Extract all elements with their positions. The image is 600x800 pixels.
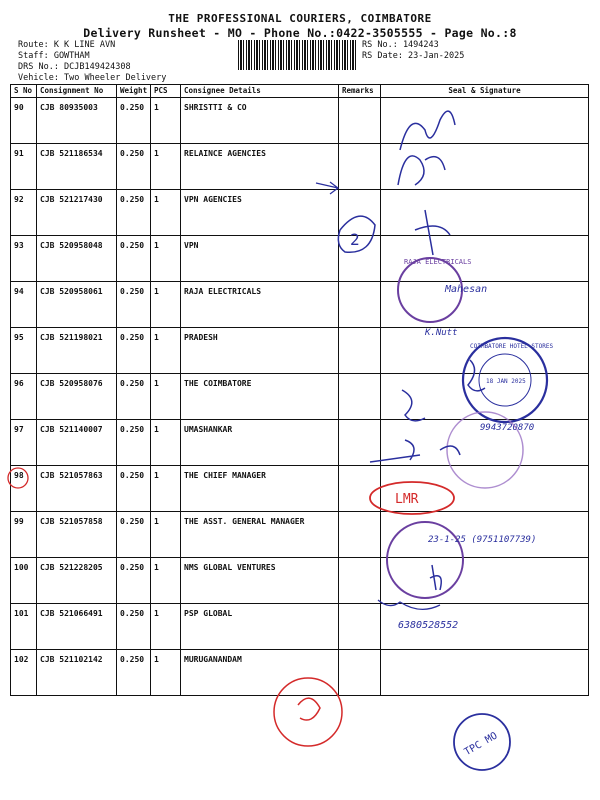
row-pcs: 1 xyxy=(151,144,181,190)
signature-scribble xyxy=(468,360,485,391)
rs-number: RS No.: 1494243 xyxy=(362,40,439,50)
row-consignment: CJB 521057863 xyxy=(37,466,117,512)
row-sno: 91 xyxy=(11,144,37,190)
row-weight: 0.250 xyxy=(117,466,151,512)
row-consignment: CJB 521186534 xyxy=(37,144,117,190)
row-weight: 0.250 xyxy=(117,236,151,282)
row-sno: 92 xyxy=(11,190,37,236)
circled-number: 2 xyxy=(350,230,360,249)
stamp-hotel-date: 18 JAN 2025 xyxy=(486,378,526,385)
handwritten-name: Mahesan xyxy=(445,284,488,295)
row-sno: 93 xyxy=(11,236,37,282)
company-title: THE PROFESSIONAL COURIERS, COIMBATORE xyxy=(168,12,432,25)
row-sno: 98 xyxy=(11,466,37,512)
row-sno: 95 xyxy=(11,328,37,374)
handwritten-phone: 6380528552 xyxy=(398,620,459,631)
row-sno: 97 xyxy=(11,420,37,466)
signature-scribble xyxy=(398,156,445,185)
col-signature: Seal & Signature xyxy=(381,85,589,98)
row-weight: 0.250 xyxy=(117,650,151,696)
row-consignment: CJB 520958048 xyxy=(37,236,117,282)
row-pcs: 1 xyxy=(151,512,181,558)
row-pcs: 1 xyxy=(151,558,181,604)
row-sno: 90 xyxy=(11,98,37,144)
handwritten-lmr: LMR xyxy=(395,492,419,507)
stamp-tpc-text: TPC MO xyxy=(462,730,500,759)
row-consignee: SHRISTTI & CO xyxy=(181,98,339,144)
row-pcs: 1 xyxy=(151,650,181,696)
col-weight: Weight xyxy=(117,85,151,98)
route-label: Route: K K LINE AVN xyxy=(18,40,116,50)
signature-scribble xyxy=(400,111,455,150)
handwritten-name: K.Nutt xyxy=(425,328,458,338)
staff-label: Staff: GOWTHAM xyxy=(18,51,90,61)
row-consignee: THE COIMBATORE xyxy=(181,374,339,420)
row-weight: 0.250 xyxy=(117,282,151,328)
row-consignment: CJB 80935003 xyxy=(37,98,117,144)
vehicle-label: Vehicle: Two Wheeler Delivery xyxy=(18,73,167,83)
row-weight: 0.250 xyxy=(117,420,151,466)
signature-scribble xyxy=(430,565,441,590)
row-consignee: THE ASST. GENERAL MANAGER xyxy=(181,512,339,558)
col-sno: S No xyxy=(11,85,37,98)
row-sno: 101 xyxy=(11,604,37,650)
row-consignee: PSP GLOBAL xyxy=(181,604,339,650)
row-weight: 0.250 xyxy=(117,558,151,604)
signature-scribble xyxy=(316,182,338,194)
row-sno: 100 xyxy=(11,558,37,604)
row-consignment: CJB 521217430 xyxy=(37,190,117,236)
col-consignment: Consignment No xyxy=(37,85,117,98)
signature-scribble xyxy=(415,210,450,255)
row-consignment: CJB 521066491 xyxy=(37,604,117,650)
col-consignee: Consignee Details xyxy=(181,85,339,98)
rs-date: RS Date: 23-Jan-2025 xyxy=(362,51,465,61)
row-weight: 0.250 xyxy=(117,604,151,650)
row-consignee: UMASHANKAR xyxy=(181,420,339,466)
row-consignee: THE CHIEF MANAGER xyxy=(181,466,339,512)
handwritten-phone: 9943720870 xyxy=(480,423,535,433)
stamp-raja-electricals-2 xyxy=(387,522,463,598)
stamp-hotel-text: COIMBATORE HOTEL STORES xyxy=(470,343,554,350)
row-consignee: RELAINCE AGENCIES xyxy=(181,144,339,190)
row-consignment: CJB 521228205 xyxy=(37,558,117,604)
row-weight: 0.250 xyxy=(117,144,151,190)
row-weight: 0.250 xyxy=(117,512,151,558)
row-consignment: CJB 521102142 xyxy=(37,650,117,696)
row-pcs: 1 xyxy=(151,328,181,374)
row-sno: 99 xyxy=(11,512,37,558)
row-weight: 0.250 xyxy=(117,374,151,420)
row-consignment: CJB 520958076 xyxy=(37,374,117,420)
row-sno: 96 xyxy=(11,374,37,420)
red-circle-mark xyxy=(274,678,342,746)
row-pcs: 1 xyxy=(151,236,181,282)
row-pcs: 1 xyxy=(151,374,181,420)
row-consignment: CJB 521140007 xyxy=(37,420,117,466)
row-pcs: 1 xyxy=(151,466,181,512)
col-pcs: PCS xyxy=(151,85,181,98)
row-consignment: CJB 520958061 xyxy=(37,282,117,328)
row-consignment: CJB 521057858 xyxy=(37,512,117,558)
stamp-raja-text: RAJA ELECTRICALS xyxy=(404,258,472,266)
handwritten-date: 23-1-25 (9751107739) xyxy=(428,535,537,545)
row-pcs: 1 xyxy=(151,282,181,328)
runsheet-subtitle: Delivery Runsheet - MO - Phone No.:0422-3505555 - Page No.:8 xyxy=(83,26,517,40)
circle-around-99 xyxy=(8,468,28,488)
row-consignment: CJB 521198021 xyxy=(37,328,117,374)
row-pcs: 1 xyxy=(151,98,181,144)
col-remarks: Remarks xyxy=(339,85,381,98)
row-consignee: VPN xyxy=(181,236,339,282)
row-consignee: PRADESH xyxy=(181,328,339,374)
row-weight: 0.250 xyxy=(117,190,151,236)
row-weight: 0.250 xyxy=(117,98,151,144)
row-sno: 94 xyxy=(11,282,37,328)
row-consignee: NMS GLOBAL VENTURES xyxy=(181,558,339,604)
row-consignee: RAJA ELECTRICALS xyxy=(181,282,339,328)
signature-scribble xyxy=(378,600,440,609)
red-scribble xyxy=(298,698,320,720)
row-sno: 102 xyxy=(11,650,37,696)
drs-label: DRS No.: DCJB149424308 xyxy=(18,62,131,72)
row-pcs: 1 xyxy=(151,420,181,466)
row-pcs: 1 xyxy=(151,190,181,236)
signature-scribble xyxy=(402,390,425,421)
row-consignee: VPN AGENCIES xyxy=(181,190,339,236)
row-pcs: 1 xyxy=(151,604,181,650)
row-consignee: MURUGANANDAM xyxy=(181,650,339,696)
row-weight: 0.250 xyxy=(117,328,151,374)
